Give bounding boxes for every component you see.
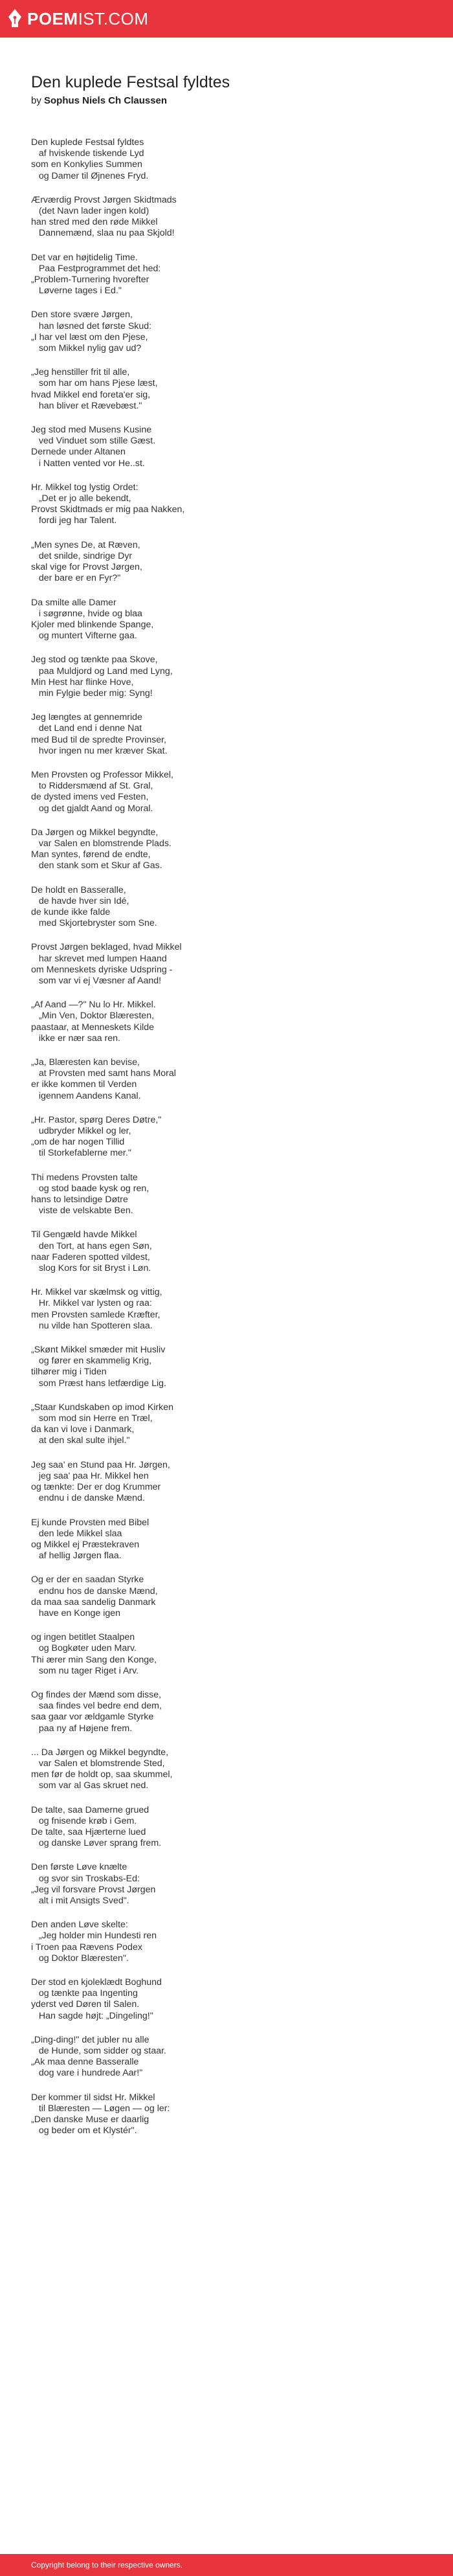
poem-line: Jeg saa' en Stund paa Hr. Jørgen, [31,1459,170,1470]
poem-line: dog vare i hundrede Aar!" [31,2068,143,2079]
poem-line: hvad Mikkel end foreta'er sig, [31,389,151,400]
poem-line: Dannemænd, slaa nu paa Skjold! [31,228,175,239]
poem-line: ikke er nær saa ren. [31,1033,120,1044]
poem-line: „Ding-ding!" det jubler nu alle [31,2034,149,2045]
poem-byline [31,95,426,107]
footer-copyright: Copyright belong to their respective owners. [31,2560,183,2570]
poem-line: at den skal sulte ihjel." [31,1435,130,1446]
poem-line: Hr. Mikkel tog lystig Ordet: [31,482,138,493]
poem-stanza [31,1574,426,1619]
poem-line: og stod baade kysk og ren, [31,1183,149,1194]
poem-line: Der stod en kjoleklædt Boghund [31,1977,162,1988]
poem-line: „Skønt Mikkel smæder mit Husliv [31,1345,166,1356]
fountain-pen-nib-icon [8,9,22,28]
poem-line: i søgrønne, hvide og blaa [31,608,142,619]
poem-stanza [31,655,426,699]
poem-line: og Mikkel ej Præstekraven [31,1539,140,1550]
poem-line: fordi jeg har Talent. [31,515,117,526]
poem-line: endnu hos de danske Mænd, [31,1585,158,1596]
poem-stanza [31,2035,426,2079]
poem-line: der bare er en Fyr?" [31,573,121,584]
poem-line: det snilde, sindrige Dyr [31,550,133,561]
poem-stanza [31,1518,426,1562]
poem-stanza [31,1000,426,1044]
poem-stanza [31,367,426,412]
poem-line: Til Gengæld havde Mikkel [31,1229,137,1240]
poem-line: Jeg stod og tænkte paa Skove, [31,655,158,666]
poem-line: og ingen betitlet Staalpen [31,1632,135,1643]
poem-line: i Natten vented vor He..st. [31,458,145,469]
poem-line: de kunde ikke falde [31,906,111,917]
poem-stanza [31,942,426,987]
poem-line: og Damer til Øjnenes Fryd. [31,170,149,181]
poem-line: med Bud til de spredte Provinser, [31,734,166,745]
poem-line: igennem Aandens Kanal. [31,1090,141,1101]
poem-title: Den kuplede Festsal fyldtes [31,73,230,91]
poem-line: til Storkefablerne mer." [31,1148,131,1159]
poem-line: i Troen paa Rævens Podex [31,1942,142,1953]
poem-line: den Tort, at hans egen Søn, [31,1240,152,1251]
poem-line: at Provsten med samt hans Moral [31,1068,176,1079]
poem-line: „Min Ven, Doktor Blæresten, [31,1011,155,1022]
poem-line: og tænkte: Der er dog Krummer [31,1482,161,1493]
poem-stanza [31,1345,426,1389]
poem-stanza [31,1747,426,1792]
poem-line: Thi ærer min Sang den Konge, [31,1654,157,1665]
poem-line: Paa Festprogrammet det hed: [31,263,161,274]
poem-stanza [31,1287,426,1332]
poem-line: „om de har nogen Tillid [31,1137,125,1148]
poem-line: som Mikkel nylig gav ud? [31,343,142,354]
poem-line: som var vi ej Væsner af Aand! [31,975,162,986]
poem-line: og Bogkøter uden Marv. [31,1643,137,1654]
poem-author-link[interactable]: Sophus Niels Ch Claussen [44,95,168,106]
poem-line: af hviskende tiskende Lyd [31,148,144,159]
poem-line: Provst Skidtmads er mig paa Nakken, [31,504,185,515]
poem-line: paastaar, at Menneskets Kilde [31,1022,155,1033]
poem-line: om Menneskets dyriske Udspring - [31,964,173,975]
poem-line: og fnisende krøb i Gem. [31,1815,137,1826]
poem-line: udbryder Mikkel og ler, [31,1126,131,1137]
poem-line: Der kommer til sidst Hr. Mikkel [31,2092,155,2103]
poem-stanza [31,252,426,297]
poem-line: saa findes vel bedre end dem, [31,1701,162,1712]
poem-line: „Problem-Turnering hvorefter [31,274,149,286]
poem-stanza [31,1402,426,1447]
poem-stanza [31,482,426,527]
poem-stanza [31,1862,426,1907]
poem-line: har skrevet med lumpen Haand [31,953,167,964]
poem-line: og beder om et Klystér". [31,2125,137,2136]
poem-stanza [31,1229,426,1274]
poem-line: „Den danske Muse er daarlig [31,2114,149,2125]
poem-line: nu vilde han Spotteren slaa. [31,1320,153,1331]
poem-line: som var al Gas skruet ned. [31,1780,149,1791]
poem-line: Den store svære Jørgen, [31,309,133,320]
poem-line: og tænkte paa Ingenting [31,1988,138,1999]
poem-line: Da Jørgen og Mikkel begyndte, [31,827,159,838]
poem-line: naar Faderen spotted vildest, [31,1251,150,1262]
footer-bar [0,2554,453,2576]
poem-line: ... Da Jørgen og Mikkel begyndte, [31,1747,169,1758]
poem-line: tilhører mig i Tiden [31,1367,107,1378]
poem-line: Ej kunde Provsten med Bibel [31,1517,149,1528]
poem-line: af hellig Jørgen flaa. [31,1551,122,1562]
poem-line: og fører en skammelig Krig, [31,1356,152,1367]
poem-line: og danske Løver sprang frem. [31,1838,162,1849]
site-logo[interactable] [8,8,149,30]
poem-line: Min Hest har flinke Hove, [31,677,134,688]
poem-stanza [31,137,426,182]
poem-line: skal vige for Provst Jørgen, [31,562,142,573]
poem-line: Det var en højtidelig Time. [31,252,138,263]
poem-line: den stank som et Skur af Gas. [31,860,162,871]
poem-stanza [31,770,426,814]
poem-line: yderst ved Døren til Salen. [31,1999,140,2010]
poem-stanza [31,195,426,240]
poem-stanza [31,885,426,930]
poem-line: Thi medens Provsten talte [31,1172,138,1183]
poem-line: og Doktor Blæresten". [31,1953,129,1964]
poem-line: slog Kors for sit Bryst i Løn. [31,1263,151,1274]
poem-line: Dernede under Altanen [31,447,126,458]
poem-line: da kan vi love i Danmark, [31,1424,135,1435]
poem-line: Da smilte alle Damer [31,597,116,608]
poem-line: Provst Jørgen beklaged, hvad Mikkel [31,942,182,953]
poem-line: (det Navn lader ingen kold) [31,206,149,217]
poem-line: er ikke kommen til Verden [31,1079,137,1090]
poem-line: de Hunde, som sidder og staar. [31,2046,166,2057]
poem-line: „Jeg henstiller frit til alle, [31,367,130,378]
poem-stanza [31,1805,426,1850]
poem-line: Kjoler med blinkende Spange, [31,619,154,630]
poem-line: „Men synes De, at Ræven, [31,539,140,550]
poem-line: „Ja, Blæresten kan bevise, [31,1057,140,1068]
poem-line: „Jeg vil forsvare Provst Jørgen [31,1884,156,1895]
poem-line: Man syntes, førend de endte, [31,849,151,860]
poem-stanza [31,1172,426,1217]
poem-line: Jeg stod med Musens Kusine [31,425,152,436]
poem-line: viste de velskabte Ben. [31,1205,133,1216]
poem-line: han løsned det første Skud: [31,320,152,331]
poem-line: „Ak maa denne Basseralle [31,2057,139,2068]
poem-line: den lede Mikkel slaa [31,1528,122,1539]
poem-line: min Fylgie beder mig: Syng! [31,688,153,699]
poem-line: han stred med den røde Mikkel [31,217,158,228]
poem-line: som Præst hans letfærdige Lig. [31,1378,166,1389]
poem-stanza [31,1920,426,1964]
poem-line: Den anden Løve skelte: [31,1920,128,1931]
poem-line: Jeg længtes at gennemride [31,712,142,723]
poem-line: Men Provsten og Professor Mikkel, [31,769,173,780]
poem-stanza [31,309,426,354]
poem-line: Hr. Mikkel var skælmsk og vittig, [31,1287,162,1298]
poem-stanza [31,1690,426,1734]
poem-stanza [31,1115,426,1159]
poem-line: var Salen en blomstrende Plads. [31,838,171,849]
poem-line: to Riddersmænd af St. Gral, [31,781,153,792]
site-logo-text: POEMIST.COM [27,9,149,28]
poem-stanza [31,2092,426,2137]
poem-stanza [31,598,426,642]
poem-line: have en Konge igen [31,1607,121,1618]
poem-line: det Land end i denne Nat [31,723,142,734]
top-bar [0,0,453,38]
poem-line: som en Konkylies Summen [31,159,142,170]
poem-line: som har om hans Pjese læst, [31,378,158,389]
poem-line: da maa saa sandelig Danmark [31,1596,156,1607]
poem-line: Hr. Mikkel var lysten og raa: [31,1298,152,1309]
poem-line: som mod sin Herre en Træl, [31,1413,153,1424]
poem-line: paa ny af Højene frem. [31,1723,133,1734]
poem-line: hans to letsindige Døtre [31,1194,128,1205]
poem-stanza [31,1977,426,2022]
poem-line: og muntert Vifterne gaa. [31,631,137,642]
poem-stanza [31,827,426,872]
poem-line: med Skjortebryster som Sne. [31,918,157,929]
poem-line: Og er der en saadan Styrke [31,1574,144,1585]
poem-line: hvor ingen nu mer kræver Skat. [31,745,168,756]
poem-line: som nu tager Riget i Arv. [31,1665,139,1676]
poem-line: og det gjaldt Aand og Moral. [31,803,153,814]
poem-stanza [31,712,426,757]
poem-stanza [31,425,426,469]
poem-line: men Provsten samlede Kræfter, [31,1309,160,1320]
poem-stanza [31,1057,426,1102]
poem-line: Den kuplede Festsal fyldtes [31,137,144,148]
poem-line: Han sagde højt: „Dingeling!" [31,2010,153,2021]
poem-line: men før de holdt op, saa skummel, [31,1769,173,1780]
poem-line: „Af Aand —?" Nu lo Hr. Mikkel. [31,1000,156,1011]
poem-line: til Blæresten — Løgen — og ler: [31,2103,170,2114]
poem-content [31,73,426,2149]
poem-line: „Det er jo alle bekendt, [31,493,131,504]
poem-line: De talte, saa Hjærterne lued [31,1826,146,1837]
poem-line: han bliver et Rævebæst." [31,400,142,411]
poem-line: Og findes der Mænd som disse, [31,1689,162,1700]
poem-body [31,137,426,2136]
poem-line: Løverne tages i Ed." [31,286,122,297]
poem-line: saa gaar vor ældgamle Styrke [31,1712,154,1723]
poem-line: jeg saa' paa Hr. Mikkel hen [31,1470,149,1481]
poem-line: „I har vel læst om den Pjese, [31,331,148,342]
poem-line: de dysted imens ved Festen, [31,792,149,803]
poem-line: ved Vinduet som stille Gæst. [31,436,156,447]
poem-line: og svor sin Troskabs-Ed: [31,1873,140,1884]
poem-line: „Jeg holder min Hundesti ren [31,1931,157,1942]
poem-stanza [31,1460,426,1505]
byline-prefix: by [31,95,41,106]
poem-line: Ærværdig Provst Jørgen Skidtmads [31,194,177,205]
poem-line: de havde hver sin Idé, [31,895,129,906]
poem-line: „Hr. Pastor, spørg Deres Døtre," [31,1114,162,1125]
poem-stanza [31,1632,426,1677]
poem-stanza [31,540,426,585]
poem-line: var Salen et blomstrende Sted, [31,1758,165,1769]
poem-line: De holdt en Basseralle, [31,884,126,895]
poem-line: endnu i de danske Mænd. [31,1493,145,1504]
poem-line: De talte, saa Damerne grued [31,1804,149,1815]
poem-line: paa Muldjord og Land med Lyng, [31,666,173,677]
poem-line: alt i mit Ansigts Sved". [31,1895,129,1906]
poem-line: Den første Løve knælte [31,1862,127,1873]
poem-line: „Staar Kundskaben op imod Kirken [31,1402,174,1413]
